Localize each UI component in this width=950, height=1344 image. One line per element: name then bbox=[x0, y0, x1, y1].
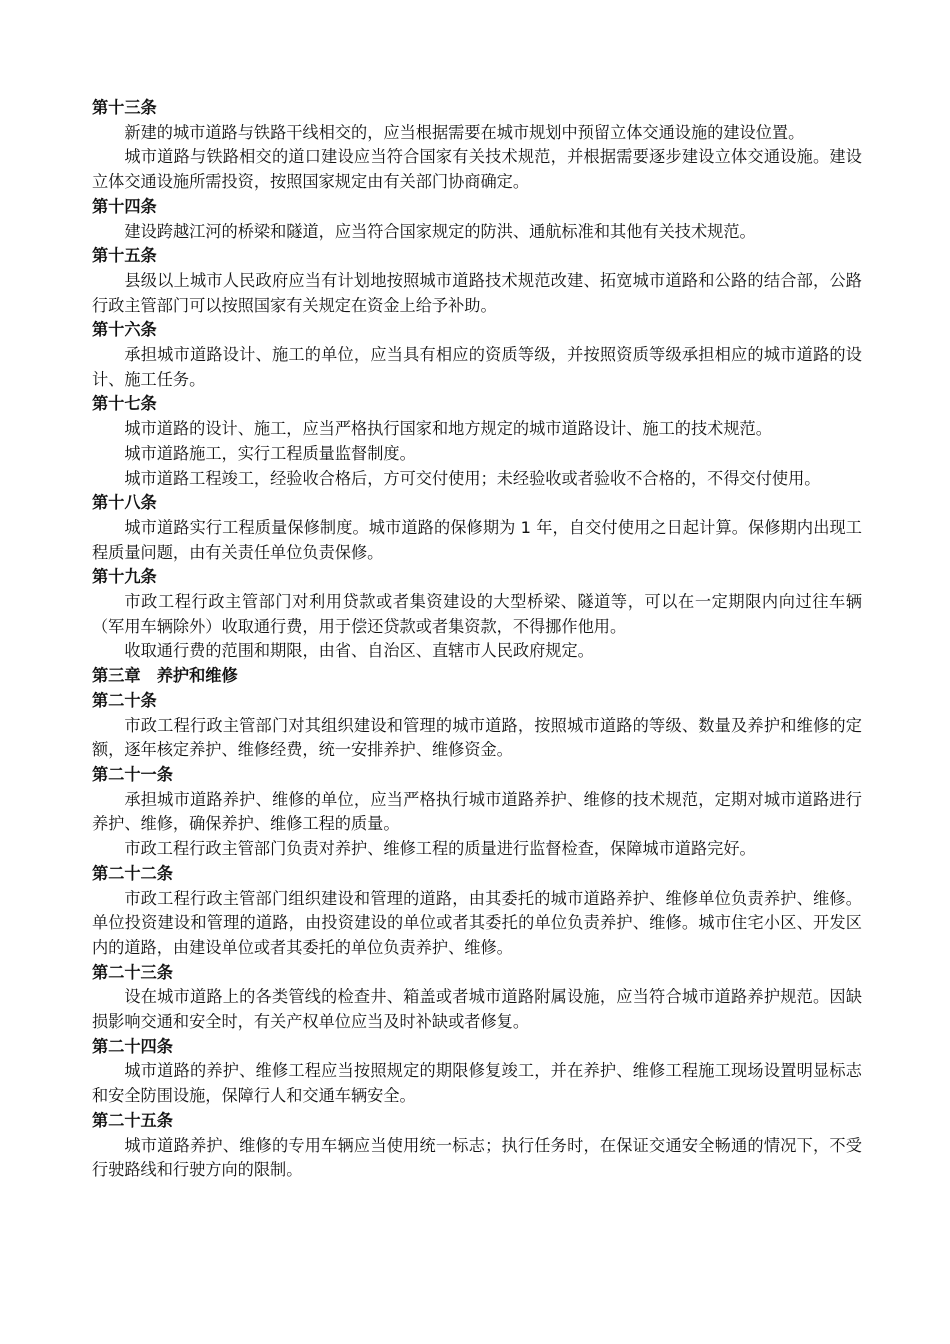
paragraph: 城市道路工程竣工，经验收合格后，方可交付使用；未经验收或者验收不合格的，不得交付使用。 bbox=[124, 468, 821, 488]
paragraph: 建设跨越江河的桥梁和隧道，应当符合国家规定的防洪、通航标准和其他有关技术规范。 bbox=[124, 221, 756, 241]
article-heading: 第十九条 bbox=[92, 567, 157, 587]
paragraph: 城市道路实行工程质量保修制度。城市道路的保修期为 1 年，自交付使用之日起计算。保修期内出现工程质量问题，由有关责任单位负责保修。 bbox=[92, 517, 862, 562]
article-heading: 第十八条 bbox=[92, 493, 157, 513]
article-heading: 第二十一条 bbox=[92, 764, 173, 784]
paragraph: 市政工程行政主管部门对利用贷款或者集资建设的大型桥梁、隧道等，可以在一定期限内向过往车辆（军用车辆除外）收取通行费，用于偿还贷款或者集资款，不得挪作他用。 bbox=[92, 592, 862, 636]
paragraph: 承担城市道路设计、施工的单位，应当具有相应的资质等级，并按照资质等级承担相应的城市道路的设计、施工任务。 bbox=[92, 345, 862, 389]
document-body bbox=[92, 96, 862, 1183]
paragraph: 城市道路的养护、维修工程应当按照规定的期限修复竣工，并在养护、维修工程施工现场设置明显标志和安全防围设施，保障行人和交通车辆安全。 bbox=[92, 1061, 862, 1106]
article-heading: 第十六条 bbox=[92, 320, 157, 340]
paragraph: 城市道路与铁路相交的道口建设应当符合国家有关技术规范，并根据需要逐步建设立体交通设施。建设立体交通设施所需投资，按照国家规定由有关部门协商确定。 bbox=[92, 147, 862, 192]
article-heading: 第二十三条 bbox=[92, 962, 173, 982]
paragraph: 市政工程行政主管部门负责对养护、维修工程的质量进行监督检查，保障城市道路完好。 bbox=[124, 839, 756, 859]
article-heading: 第十三条 bbox=[92, 98, 157, 117]
paragraph: 城市道路的设计、施工，应当严格执行国家和地方规定的城市道路设计、施工的技术规范。 bbox=[124, 419, 772, 439]
paragraph: 市政工程行政主管部门对其组织建设和管理的城市道路，按照城市道路的等级、数量及养护和维修的定额，逐年核定养护、维修经费，统一安排养护、维修资金。 bbox=[92, 715, 862, 760]
article-heading: 第二十五条 bbox=[92, 1110, 173, 1130]
article-heading: 第十四条 bbox=[92, 196, 157, 216]
paragraph: 市政工程行政主管部门组织建设和管理的道路，由其委托的城市道路养护、维修单位负责养护、维修。单位投资建设和管理的道路，由投资建设的单位或者其委托的单位负责养护、维修。城市住宅小区、开发区内的道路，由建设单位或者其委托的单位负责养护、维修。 bbox=[92, 888, 862, 957]
chapter-heading: 第三章 养护和维修 bbox=[92, 666, 238, 686]
article-heading: 第十七条 bbox=[92, 394, 157, 414]
paragraph: 收取通行费的范围和期限，由省、自治区、直辖市人民政府规定。 bbox=[124, 641, 594, 661]
article-heading: 第十五条 bbox=[92, 246, 157, 266]
paragraph: 城市道路施工，实行工程质量监督制度。 bbox=[124, 443, 416, 463]
article-heading: 第二十四条 bbox=[92, 1036, 173, 1056]
paragraph: 新建的城市道路与铁路干线相交的，应当根据需要在城市规划中预留立体交通设施的建设位置。 bbox=[124, 122, 805, 142]
paragraph: 承担城市道路养护、维修的单位，应当严格执行城市道路养护、维修的技术规范，定期对城市道路进行养护、维修，确保养护、维修工程的质量。 bbox=[92, 789, 862, 834]
article-heading: 第二十二条 bbox=[92, 863, 173, 883]
paragraph: 县级以上城市人民政府应当有计划地按照城市道路技术规范改建、拓宽城市道路和公路的结合部，公路行政主管部门可以按照国家有关规定在资金上给予补助。 bbox=[92, 270, 862, 315]
paragraph: 设在城市道路上的各类管线的检查井、箱盖或者城市道路附属设施，应当符合城市道路养护规范。因缺损影响交通和安全时，有关产权单位应当及时补缺或者修复。 bbox=[92, 987, 862, 1032]
paragraph: 城市道路养护、维修的专用车辆应当使用统一标志；执行任务时，在保证交通安全畅通的情况下，不受行驶路线和行驶方向的限制。 bbox=[92, 1135, 862, 1180]
article-heading: 第二十条 bbox=[92, 690, 157, 710]
